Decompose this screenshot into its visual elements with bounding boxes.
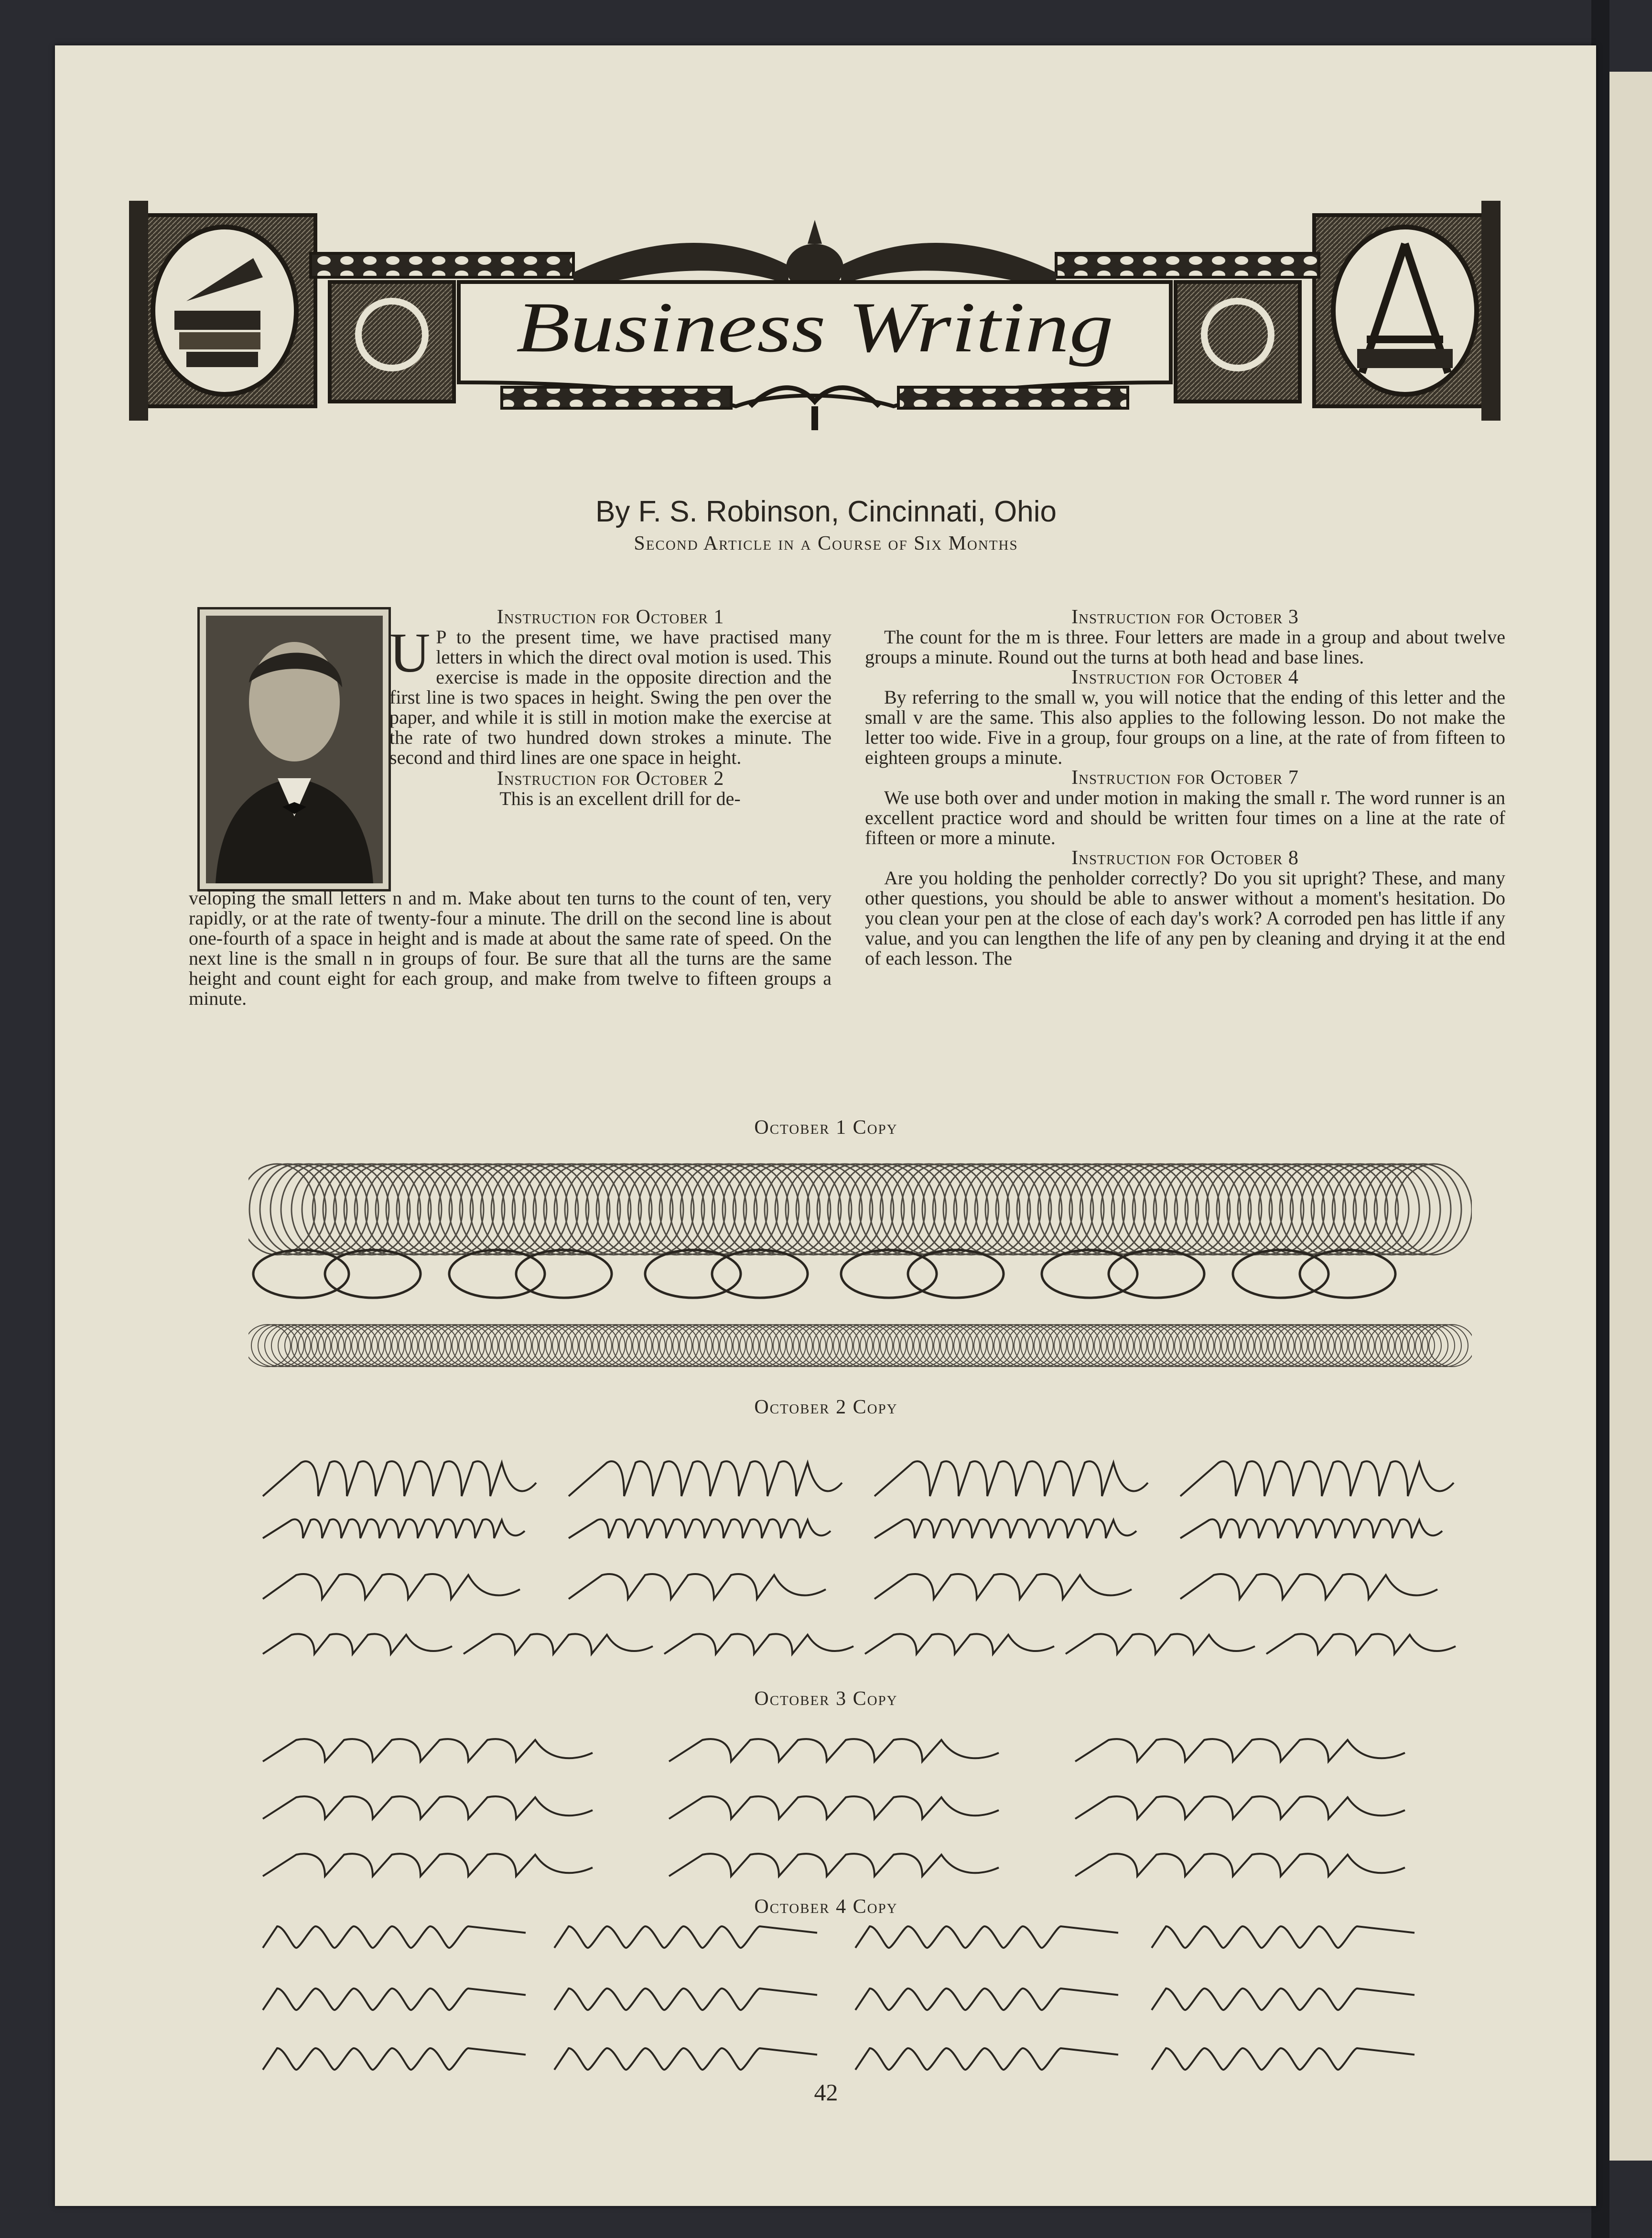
drop-cap: U: [389, 621, 431, 684]
heading-oct4: Instruction for October 4: [1071, 666, 1299, 688]
heading-oct3: Instruction for October 3: [1071, 606, 1299, 628]
author-portrait: [197, 607, 391, 891]
body-oct3: The count for the m is three. Four letters are made in a group and about twelve groups a minute. Round out the turns at both head and base lines.: [865, 626, 1505, 668]
portrait-photo: [206, 616, 383, 883]
right-column: [865, 607, 1505, 968]
right-laurel-compass-icon: [1314, 215, 1486, 406]
byline: By F. S. Robinson, Cincinnati, Ohio: [595, 495, 1057, 528]
body-oct7: We use both over and under motion in making the small r. The word runner is an excellent practice word and should be written four times on a line at the rate of fifteen or more a minute.: [865, 787, 1505, 848]
script-drill-oct4: [248, 1917, 1472, 2079]
left-column-upper: [389, 607, 831, 809]
body-oct4: By referring to the small w, you will notice that the ending of this letter and the small v are the same. This also applies to the following lesson. Do not make the letter too wide. Five in a group, four groups on a line, at the rate of from fifteen to eighteen groups a minute.: [865, 686, 1505, 768]
body-oct1: [389, 621, 831, 768]
page-number: 42: [814, 2079, 838, 2106]
body-oct8: Are you holding the penholder correctly? Do you sit upright? These, and many other questions, you should be able to answer without a moment's hesitation. Do you clean your pen at the close of each day's work? A corroded pen has little if any value, and you can lengthen the life of any pen by cleaning and drying it at the end of each lesson. The: [865, 867, 1505, 969]
left-laurel-icon: [143, 215, 315, 406]
left-column-lower: [189, 888, 831, 1009]
body-oct2: veloping the small letters n and m. Make about ten turns to the count of ten, very rapidly, or at the rate of twenty-four a minute. The drill on the second line is about one-fourth of a space in height and is made at about the same rate of speed. On the next line is the small n in groups of four. Be sure that all the turns are the same height and count eight for each group, and make from twelve to fifteen groups a minute.: [189, 887, 831, 1009]
heading-oct8: Instruction for October 8: [1071, 847, 1299, 869]
copy-label-oct1: October 1 Copy: [754, 1117, 898, 1139]
copy-label-oct3: October 3 Copy: [754, 1688, 898, 1710]
heading-oct1: Instruction for October 1: [497, 606, 724, 628]
script-drill-oct3: [248, 1721, 1472, 1902]
copy-label-oct4: October 4 Copy: [754, 1896, 898, 1918]
banner-title: Business Writing: [516, 288, 1113, 367]
heading-oct2: Instruction for October 2: [497, 768, 724, 790]
heading-oct7: Instruction for October 7: [1071, 767, 1299, 789]
script-drill-oct2: [248, 1429, 1472, 1678]
copy-label-oct2: October 2 Copy: [754, 1396, 898, 1418]
header-banner: [129, 182, 1501, 449]
body-oct1-text: P to the present time, we have practised many letters in which the direct oval motion is used. This exercise is made in the opposite direction and the first line is two spaces in height. Swing the pen over the paper, and while it is still in motion make the exercise at the rate of two hundred down strokes a minute. The second and third lines are one space in height.: [389, 626, 831, 768]
oval-drill-oct1: [248, 1157, 1472, 1396]
subtitle: Second Article in a Course of Six Months: [634, 532, 1018, 554]
body-oct2-lead: This is an excellent drill for de-: [499, 788, 741, 809]
